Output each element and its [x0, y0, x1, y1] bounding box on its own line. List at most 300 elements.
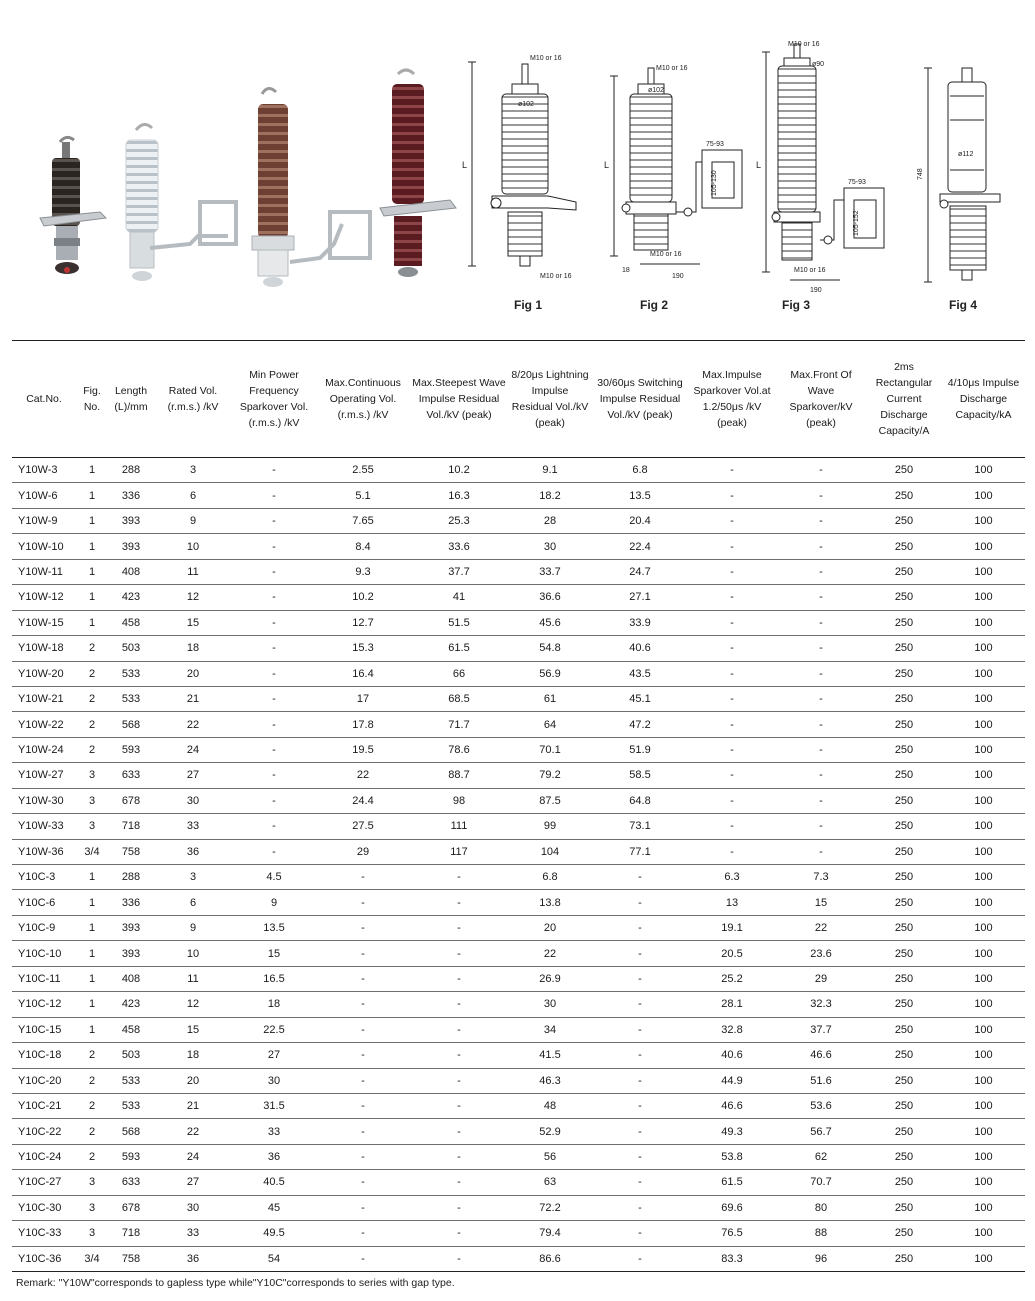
table-cell: 100: [942, 915, 1025, 940]
table-cell: Y10W-30: [12, 788, 76, 813]
table-cell: 7.65: [316, 508, 410, 533]
table-body: [12, 458, 1025, 1272]
table-cell: 250: [866, 966, 942, 991]
table-cell: -: [316, 992, 410, 1017]
table-row: [12, 890, 1025, 915]
table-cell: 117: [410, 839, 508, 864]
table-cell: 46.6: [776, 1043, 866, 1068]
table-cell: 250: [866, 686, 942, 711]
table-cell: 503: [108, 1043, 154, 1068]
table-cell: 250: [866, 458, 942, 483]
table-cell: -: [316, 1221, 410, 1246]
table-cell: -: [688, 686, 776, 711]
table-cell: Y10W-6: [12, 483, 76, 508]
table-cell: 9: [154, 508, 232, 533]
table-row: [12, 1017, 1025, 1042]
table-cell: 250: [866, 788, 942, 813]
table-cell: 100: [942, 1068, 1025, 1093]
table-cell: 111: [410, 814, 508, 839]
table-cell: 1: [76, 483, 108, 508]
table-cell: 3: [76, 763, 108, 788]
table-row: [12, 1068, 1025, 1093]
table-cell: 22: [154, 712, 232, 737]
table-cell: 40.5: [232, 1170, 316, 1195]
table-cell: Y10W-27: [12, 763, 76, 788]
table-cell: 13.5: [232, 915, 316, 940]
table-cell: -: [688, 661, 776, 686]
table-cell: 1: [76, 941, 108, 966]
table-cell: 16.5: [232, 966, 316, 991]
fig3-bracket-width: 75-93: [848, 179, 866, 186]
table-cell: -: [776, 712, 866, 737]
table-cell: 88: [776, 1221, 866, 1246]
fig1-bottom-thread: M10 or 16: [540, 273, 572, 280]
arrester-photo-dark: [40, 137, 106, 274]
table-cell: 29: [776, 966, 866, 991]
table-cell: 1: [76, 992, 108, 1017]
table-cell: 568: [108, 712, 154, 737]
table-cell: 27.5: [316, 814, 410, 839]
table-cell: 250: [866, 763, 942, 788]
column-header: Fig. No.: [76, 341, 108, 458]
table-cell: -: [316, 915, 410, 940]
table-cell: 20: [508, 915, 592, 940]
table-cell: 100: [942, 1144, 1025, 1169]
table-cell: 22: [776, 915, 866, 940]
table-cell: 99: [508, 814, 592, 839]
table-cell: 88.7: [410, 763, 508, 788]
table-cell: -: [776, 763, 866, 788]
table-cell: 56.9: [508, 661, 592, 686]
table-cell: 100: [942, 534, 1025, 559]
table-cell: -: [688, 737, 776, 762]
table-cell: -: [776, 508, 866, 533]
table-cell: 20: [154, 661, 232, 686]
table-row: [12, 1119, 1025, 1144]
table-cell: 28: [508, 508, 592, 533]
table-cell: 393: [108, 534, 154, 559]
table-cell: 100: [942, 941, 1025, 966]
table-cell: 9.1: [508, 458, 592, 483]
table-cell: 20.5: [688, 941, 776, 966]
table-cell: -: [776, 839, 866, 864]
table-cell: -: [776, 737, 866, 762]
table-cell: 100: [942, 992, 1025, 1017]
table-cell: 100: [942, 839, 1025, 864]
table-cell: -: [592, 1043, 688, 1068]
table-cell: 33: [232, 1119, 316, 1144]
table-cell: -: [592, 865, 688, 890]
table-cell: 6.8: [508, 865, 592, 890]
table-cell: -: [688, 585, 776, 610]
table-cell: Y10W-24: [12, 737, 76, 762]
table-cell: 1: [76, 585, 108, 610]
table-row: [12, 1246, 1025, 1271]
table-cell: 633: [108, 763, 154, 788]
column-header: Min Power Frequency Sparkover Vol.(r.m.s.) /kV: [232, 341, 316, 458]
table-cell: -: [776, 636, 866, 661]
table-cell: -: [316, 865, 410, 890]
table-cell: 76.5: [688, 1221, 776, 1246]
table-cell: -: [776, 610, 866, 635]
table-cell: 18.2: [508, 483, 592, 508]
table-cell: -: [316, 1093, 410, 1118]
table-cell: 250: [866, 814, 942, 839]
column-header: 4/10μs Impulse Discharge Capacity/kA: [942, 341, 1025, 458]
table-cell: 13: [688, 890, 776, 915]
table-cell: 30: [508, 534, 592, 559]
table-cell: -: [688, 839, 776, 864]
table-cell: Y10C-11: [12, 966, 76, 991]
table-cell: 33.6: [410, 534, 508, 559]
table-cell: 68.5: [410, 686, 508, 711]
table-cell: 45.6: [508, 610, 592, 635]
table-cell: 408: [108, 966, 154, 991]
table-cell: 3: [76, 1195, 108, 1220]
table-cell: Y10W-36: [12, 839, 76, 864]
table-cell: 32.3: [776, 992, 866, 1017]
table-cell: 2: [76, 1119, 108, 1144]
table-cell: -: [232, 763, 316, 788]
table-row: [12, 585, 1025, 610]
table-cell: 568: [108, 1119, 154, 1144]
table-cell: 33: [154, 1221, 232, 1246]
arrester-photo-maroon: [380, 70, 456, 277]
table-cell: Y10C-9: [12, 915, 76, 940]
table-cell: 69.6: [688, 1195, 776, 1220]
table-cell: 49.5: [232, 1221, 316, 1246]
table-cell: 54: [232, 1246, 316, 1271]
table-cell: 288: [108, 865, 154, 890]
table-cell: 98: [410, 788, 508, 813]
table-cell: 48: [508, 1093, 592, 1118]
table-cell: -: [410, 966, 508, 991]
table-cell: -: [688, 458, 776, 483]
table-cell: 250: [866, 508, 942, 533]
table-cell: 100: [942, 508, 1025, 533]
table-cell: 3: [154, 458, 232, 483]
table-cell: -: [688, 763, 776, 788]
table-cell: 6.8: [592, 458, 688, 483]
table-cell: -: [410, 1246, 508, 1271]
table-cell: 100: [942, 1221, 1025, 1246]
table-cell: 17.8: [316, 712, 410, 737]
table-cell: 56.7: [776, 1119, 866, 1144]
table-row: [12, 915, 1025, 940]
table-cell: 61: [508, 686, 592, 711]
table-cell: 1: [76, 966, 108, 991]
table-cell: Y10C-21: [12, 1093, 76, 1118]
table-cell: 250: [866, 712, 942, 737]
table-cell: -: [316, 1068, 410, 1093]
table-cell: -: [592, 1068, 688, 1093]
table-cell: 100: [942, 661, 1025, 686]
table-cell: 83.3: [688, 1246, 776, 1271]
table-cell: 20: [154, 1068, 232, 1093]
table-cell: 250: [866, 737, 942, 762]
table-cell: 27: [154, 1170, 232, 1195]
table-cell: 12: [154, 992, 232, 1017]
table-cell: 51.9: [592, 737, 688, 762]
table-cell: -: [688, 636, 776, 661]
table-row: [12, 559, 1025, 584]
table-cell: 25.2: [688, 966, 776, 991]
table-cell: Y10W-3: [12, 458, 76, 483]
table-cell: Y10C-27: [12, 1170, 76, 1195]
table-cell: 758: [108, 839, 154, 864]
table-cell: 100: [942, 1119, 1025, 1144]
table-cell: 13.8: [508, 890, 592, 915]
table-cell: 393: [108, 508, 154, 533]
table-cell: 10.2: [316, 585, 410, 610]
table-cell: 87.5: [508, 788, 592, 813]
table-cell: 100: [942, 966, 1025, 991]
table-cell: 43.5: [592, 661, 688, 686]
table-cell: 718: [108, 1221, 154, 1246]
table-row: [12, 1043, 1025, 1068]
table-cell: 28.1: [688, 992, 776, 1017]
table-cell: -: [232, 788, 316, 813]
table-cell: 27.1: [592, 585, 688, 610]
table-cell: -: [232, 839, 316, 864]
table-cell: -: [232, 559, 316, 584]
table-cell: -: [776, 458, 866, 483]
table-cell: 58.5: [592, 763, 688, 788]
table-cell: 6: [154, 890, 232, 915]
table-cell: 2.55: [316, 458, 410, 483]
fig1-diameter: ø102: [518, 101, 534, 108]
table-cell: 11: [154, 966, 232, 991]
table-cell: 80: [776, 1195, 866, 1220]
table-cell: 533: [108, 1068, 154, 1093]
table-cell: 12.7: [316, 610, 410, 635]
table-cell: -: [410, 1093, 508, 1118]
table-cell: 21: [154, 686, 232, 711]
column-header: Max.Front Of Wave Sparkover/kV (peak): [776, 341, 866, 458]
table-cell: 408: [108, 559, 154, 584]
table-cell: Y10C-30: [12, 1195, 76, 1220]
table-cell: 250: [866, 1144, 942, 1169]
table-cell: Y10C-18: [12, 1043, 76, 1068]
table-cell: -: [592, 1170, 688, 1195]
table-row: [12, 610, 1025, 635]
table-cell: -: [592, 992, 688, 1017]
table-row: [12, 814, 1025, 839]
table-cell: 100: [942, 737, 1025, 762]
table-row: [12, 458, 1025, 483]
table-cell: 678: [108, 788, 154, 813]
fig2-small-dim: 18: [622, 267, 630, 274]
table-cell: 79.4: [508, 1221, 592, 1246]
remark-note: Remark: "Y10W"corresponds to gapless type while"Y10C"corresponds to series with gap type.: [16, 1277, 455, 1289]
arrester-photo-brown: [252, 88, 370, 287]
table-row: [12, 1221, 1025, 1246]
table-cell: -: [316, 1246, 410, 1271]
arrester-photo-white: [126, 124, 236, 281]
table-cell: 503: [108, 636, 154, 661]
table-row: [12, 992, 1025, 1017]
table-cell: 6: [154, 483, 232, 508]
table-cell: -: [688, 712, 776, 737]
table-cell: -: [410, 941, 508, 966]
table-cell: 71.7: [410, 712, 508, 737]
table-cell: -: [776, 788, 866, 813]
table-cell: 25.3: [410, 508, 508, 533]
table-cell: -: [592, 1246, 688, 1271]
table-cell: 1: [76, 915, 108, 940]
table-cell: 3: [76, 1221, 108, 1246]
table-cell: 100: [942, 1043, 1025, 1068]
fig2-bottom-thread: M10 or 16: [650, 251, 682, 258]
table-cell: -: [688, 534, 776, 559]
table-cell: 250: [866, 915, 942, 940]
table-cell: -: [410, 1068, 508, 1093]
table-cell: 250: [866, 1221, 942, 1246]
table-cell: 288: [108, 458, 154, 483]
table-cell: 15: [776, 890, 866, 915]
table-cell: -: [232, 814, 316, 839]
table-cell: 100: [942, 1170, 1025, 1195]
table-cell: 250: [866, 1093, 942, 1118]
fig2-length-label: L: [604, 160, 610, 170]
specification-table: [12, 340, 1025, 1272]
table-cell: Y10W-12: [12, 585, 76, 610]
table-cell: Y10C-15: [12, 1017, 76, 1042]
product-illustration: [0, 0, 1035, 330]
table-cell: 250: [866, 992, 942, 1017]
table-row: [12, 1093, 1025, 1118]
table-cell: 79.2: [508, 763, 592, 788]
table-cell: 46.3: [508, 1068, 592, 1093]
table-cell: 33.9: [592, 610, 688, 635]
table-cell: 12: [154, 585, 232, 610]
table-cell: Y10C-10: [12, 941, 76, 966]
table-cell: -: [592, 1093, 688, 1118]
table-cell: Y10C-24: [12, 1144, 76, 1169]
table-cell: 45.1: [592, 686, 688, 711]
table-cell: Y10W-18: [12, 636, 76, 661]
table-cell: 250: [866, 1246, 942, 1271]
table-cell: Y10C-6: [12, 890, 76, 915]
table-row: [12, 865, 1025, 890]
table-cell: 100: [942, 610, 1025, 635]
table-cell: 33.7: [508, 559, 592, 584]
table-cell: 100: [942, 814, 1025, 839]
table-cell: 63: [508, 1170, 592, 1195]
table-cell: 100: [942, 890, 1025, 915]
table-cell: 19.1: [688, 915, 776, 940]
table-cell: 250: [866, 559, 942, 584]
table-cell: -: [592, 1119, 688, 1144]
table-cell: 100: [942, 865, 1025, 890]
table-cell: 423: [108, 992, 154, 1017]
table-cell: 18: [154, 1043, 232, 1068]
table-cell: 36: [154, 1246, 232, 1271]
table-cell: -: [410, 992, 508, 1017]
table-cell: 26.9: [508, 966, 592, 991]
column-header: Max.Impulse Sparkover Vol.at 1.2/50μs /kV (peak): [688, 341, 776, 458]
table-cell: Y10W-20: [12, 661, 76, 686]
table-cell: 21: [154, 1093, 232, 1118]
table-cell: -: [776, 585, 866, 610]
table-cell: 54.8: [508, 636, 592, 661]
table-cell: 36.6: [508, 585, 592, 610]
table-cell: 47.2: [592, 712, 688, 737]
table-cell: -: [776, 661, 866, 686]
table-cell: 250: [866, 890, 942, 915]
table-row: [12, 508, 1025, 533]
table-cell: 64.8: [592, 788, 688, 813]
table-cell: 100: [942, 788, 1025, 813]
table-cell: 86.6: [508, 1246, 592, 1271]
table-cell: 393: [108, 915, 154, 940]
table-cell: 100: [942, 1246, 1025, 1271]
table-cell: 15: [232, 941, 316, 966]
table-cell: 1: [76, 458, 108, 483]
table-cell: 72.2: [508, 1195, 592, 1220]
table-cell: -: [410, 890, 508, 915]
table-cell: 18: [232, 992, 316, 1017]
table-cell: 11: [154, 559, 232, 584]
table-cell: 250: [866, 865, 942, 890]
table-cell: 22.5: [232, 1017, 316, 1042]
table-cell: 1: [76, 865, 108, 890]
table-cell: 250: [866, 661, 942, 686]
table-cell: 100: [942, 1017, 1025, 1042]
table-cell: 37.7: [776, 1017, 866, 1042]
table-cell: 70.7: [776, 1170, 866, 1195]
table-cell: 593: [108, 1144, 154, 1169]
table-cell: 250: [866, 839, 942, 864]
table-cell: 31.5: [232, 1093, 316, 1118]
table-cell: 24.7: [592, 559, 688, 584]
table-cell: 37.7: [410, 559, 508, 584]
table-cell: 678: [108, 1195, 154, 1220]
table-cell: 3: [76, 1170, 108, 1195]
table-cell: 53.6: [776, 1093, 866, 1118]
fig4-drawing: [924, 68, 1000, 282]
table-cell: 2: [76, 1093, 108, 1118]
table-cell: 250: [866, 1043, 942, 1068]
table-cell: 2: [76, 686, 108, 711]
fig3-label: Fig 3: [781, 298, 810, 312]
table-cell: Y10W-33: [12, 814, 76, 839]
table-cell: -: [232, 661, 316, 686]
table-cell: -: [592, 1017, 688, 1042]
fig1-top-thread: M10 or 16: [530, 55, 562, 62]
table-cell: 52.9: [508, 1119, 592, 1144]
table-cell: 250: [866, 1017, 942, 1042]
table-cell: -: [410, 1043, 508, 1068]
table-cell: 29: [316, 839, 410, 864]
table-cell: 30: [154, 1195, 232, 1220]
table-cell: -: [410, 1170, 508, 1195]
table-cell: 15: [154, 1017, 232, 1042]
table-cell: 15.3: [316, 636, 410, 661]
table-cell: 18: [154, 636, 232, 661]
table-cell: -: [316, 1119, 410, 1144]
table-cell: 393: [108, 941, 154, 966]
table-cell: 10.2: [410, 458, 508, 483]
table-cell: -: [316, 941, 410, 966]
table-row: [12, 661, 1025, 686]
table-cell: 3: [154, 865, 232, 890]
table-cell: 2: [76, 712, 108, 737]
fig2-bracket-slot: 105-130: [711, 170, 718, 196]
table-row: [12, 839, 1025, 864]
table-cell: 77.1: [592, 839, 688, 864]
table-cell: 13.5: [592, 483, 688, 508]
